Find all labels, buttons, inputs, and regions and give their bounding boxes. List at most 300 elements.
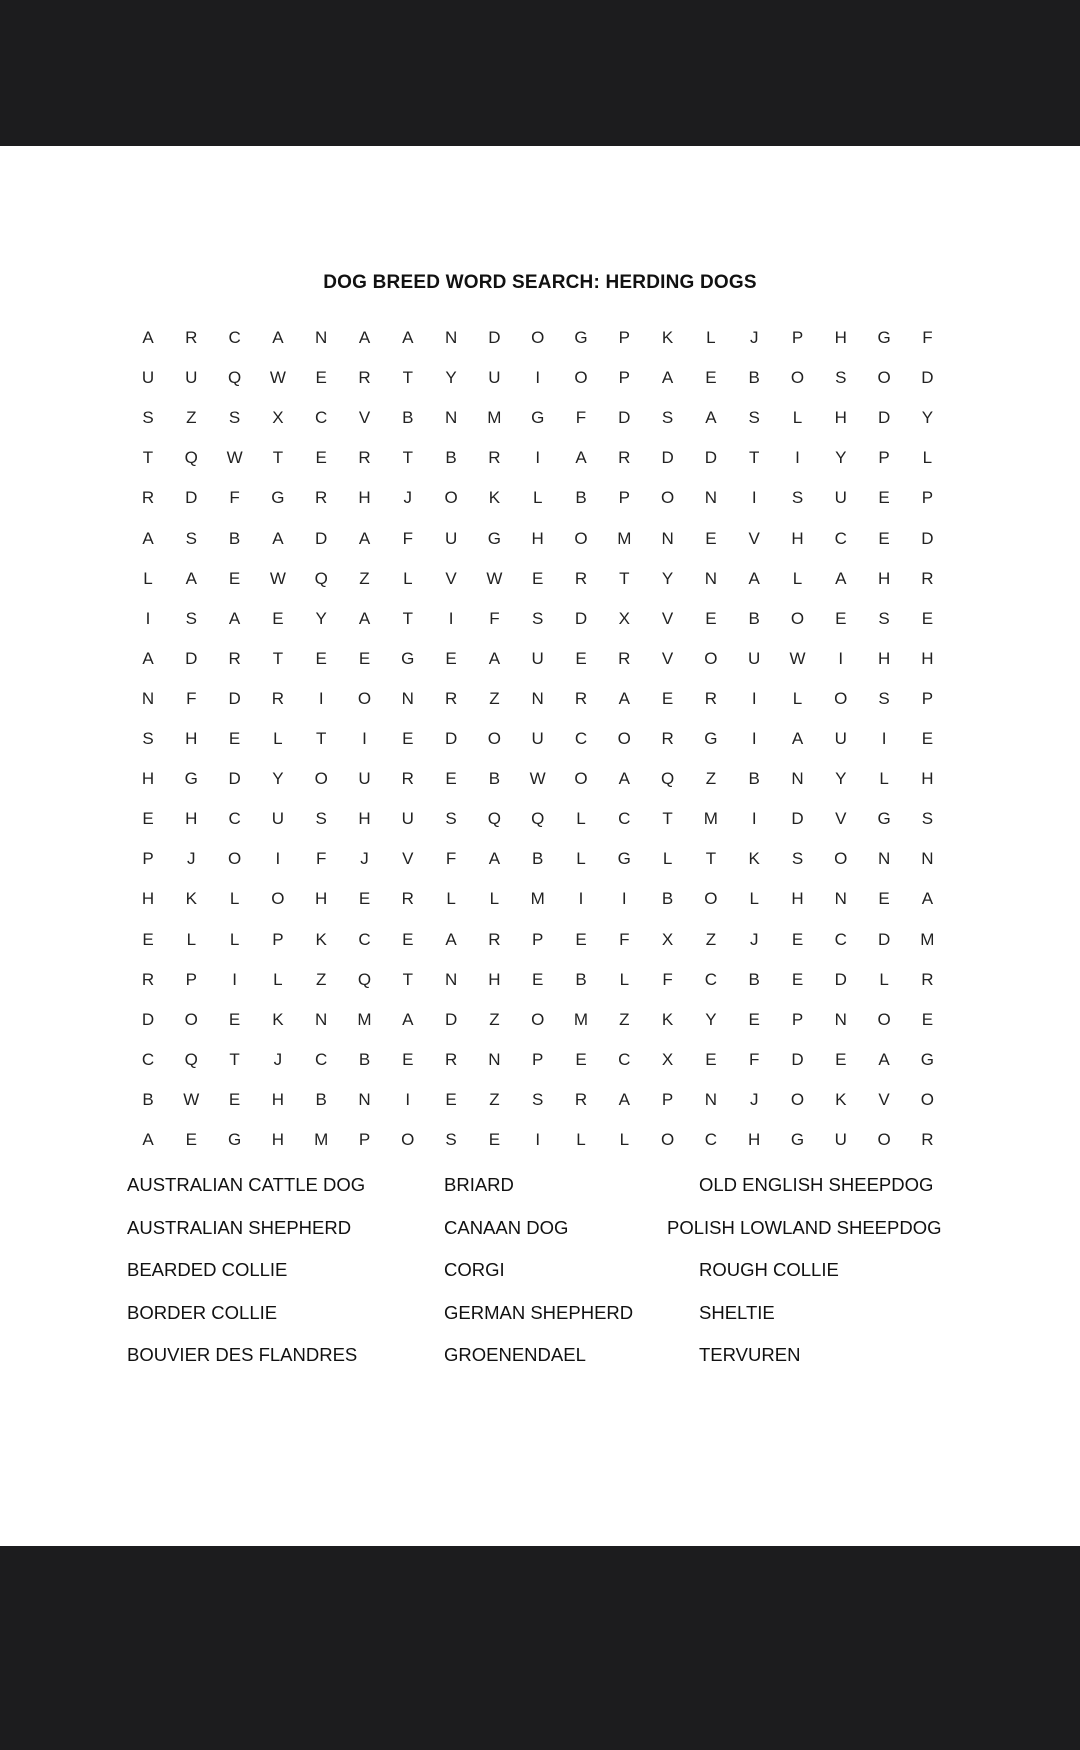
grid-letter: P (791, 1009, 804, 1029)
grid-letter: L (706, 328, 716, 347)
grid-letter: Y (272, 769, 284, 789)
grid-letter: S (835, 368, 847, 388)
grid-letter: H (748, 1130, 761, 1149)
grid-letter: O (834, 688, 848, 708)
grid-letter: S (185, 608, 197, 628)
grid-letter: L (662, 849, 673, 869)
grid-letter: J (360, 849, 369, 869)
grid-letter: D (661, 448, 674, 468)
grid-letter: S (791, 488, 804, 508)
grid-letter: D (228, 769, 241, 789)
grid-letter: Y (835, 769, 847, 789)
grid-letter: A (791, 729, 804, 748)
grid-letter: P (532, 1049, 544, 1069)
grid-letter: C (228, 809, 241, 829)
grid-letter: L (619, 969, 630, 989)
grid-letter: F (662, 969, 673, 989)
grid-letter: D (141, 1009, 155, 1029)
grid-letter: O (401, 1130, 415, 1149)
grid-letter: D (921, 368, 934, 388)
grid-letter: G (920, 1049, 934, 1069)
grid-letter: A (142, 1130, 154, 1149)
grid-letter: U (748, 648, 761, 668)
grid-letter: L (792, 568, 803, 588)
grid-letter: M (314, 1130, 329, 1149)
grid-letter: U (488, 368, 501, 388)
grid-letter: U (444, 528, 458, 548)
grid-letter: C (834, 528, 847, 548)
grid-letter: Z (315, 969, 327, 989)
grid-letter: H (358, 809, 371, 829)
grid-letter: V (402, 849, 414, 869)
grid-letter: B (575, 488, 587, 508)
grid-letter: B (402, 408, 414, 428)
grid-letter: I (405, 1089, 411, 1109)
grid-letter: I (232, 969, 237, 989)
grid-letter: N (834, 889, 847, 909)
grid-letter: H (358, 488, 371, 508)
grid-letter: R (574, 568, 588, 588)
grid-letter: W (183, 1089, 200, 1109)
grid-letter: F (186, 688, 197, 708)
grid-letter: V (748, 528, 760, 548)
grid-letter: I (535, 1130, 541, 1149)
grid-letter: I (362, 729, 367, 748)
grid-letter: H (315, 889, 328, 909)
grid-letter: Q (314, 568, 328, 588)
grid-letter: M (617, 528, 632, 548)
grid-letter: R (661, 729, 674, 748)
grid-letter: F (402, 528, 413, 548)
grid-letter: O (790, 608, 805, 628)
grid-letter: D (921, 528, 934, 548)
grid-letter: O (487, 729, 501, 748)
grid-letter: W (529, 769, 546, 789)
word-list-item: ROUGH COLLIE (699, 1259, 839, 1280)
grid-letter: D (444, 1009, 458, 1029)
grid-letter: D (791, 1049, 804, 1069)
grid-letter: H (791, 528, 804, 548)
grid-letter: N (444, 328, 458, 347)
grid-letter: E (575, 1049, 587, 1069)
grid-letter: C (315, 408, 328, 428)
grid-letter: G (227, 1130, 242, 1149)
grid-letter: E (705, 368, 717, 388)
grid-letter: S (532, 608, 544, 628)
grid-letter: Z (489, 1009, 500, 1029)
grid-letter: O (920, 1089, 934, 1109)
grid-letter: T (402, 368, 413, 388)
grid-letter: G (617, 849, 631, 869)
grid-letter: A (358, 608, 371, 628)
word-list-item: TERVUREN (699, 1344, 801, 1365)
grid-letter: P (921, 488, 934, 508)
grid-letter: A (185, 568, 197, 588)
grid-letter: B (532, 849, 544, 869)
word-list-item: CANAAN DOG (444, 1216, 569, 1238)
grid-letter: W (226, 448, 243, 468)
grid-letter: E (878, 488, 890, 508)
grid-letter: A (618, 769, 630, 789)
grid-letter: R (921, 969, 934, 989)
grid-letter: O (877, 368, 891, 388)
grid-letter: A (748, 568, 760, 588)
grid-letter: Y (315, 608, 327, 628)
grid-letter: E (835, 1049, 847, 1069)
word-list-item: OLD ENGLISH SHEEPDOG (699, 1174, 934, 1195)
grid-letter: N (141, 688, 155, 708)
grid-letter: S (142, 408, 154, 428)
grid-letter: L (403, 568, 413, 588)
grid-letter: R (141, 969, 155, 989)
grid-letter: G (877, 328, 891, 347)
grid-letter: C (141, 1049, 155, 1069)
grid-letter: N (704, 568, 718, 588)
grid-letter: A (878, 1049, 890, 1069)
grid-letter: N (444, 408, 458, 428)
grid-letter: W (269, 368, 286, 388)
grid-letter: K (661, 1009, 674, 1029)
grid-letter: S (748, 408, 760, 428)
page-title: DOG BREED WORD SEARCH: HERDING DOGS (323, 272, 757, 293)
grid-letter: E (878, 889, 890, 909)
grid-letter: E (748, 1009, 760, 1029)
grid-letter: M (357, 1009, 372, 1029)
grid-letter: I (448, 608, 454, 628)
grid-letter: U (141, 368, 155, 388)
grid-letter: A (705, 408, 717, 428)
grid-letter: R (618, 448, 631, 468)
grid-letter: H (877, 648, 891, 668)
grid-letter: C (574, 729, 588, 748)
grid-letter: T (272, 648, 284, 668)
grid-letter: B (445, 448, 457, 468)
grid-letter: U (531, 729, 544, 748)
grid-letter: R (185, 328, 198, 347)
grid-letter: H (531, 528, 544, 548)
grid-letter: Q (357, 969, 372, 989)
grid-letter: I (751, 809, 757, 829)
grid-letter: V (661, 648, 674, 668)
grid-letter: H (488, 969, 501, 989)
grid-letter: A (142, 328, 154, 347)
grid-letter: V (835, 809, 847, 829)
grid-letter: R (488, 448, 501, 468)
grid-letter: P (358, 1130, 371, 1149)
grid-letter: L (186, 929, 197, 949)
grid-letter: P (791, 328, 804, 347)
grid-letter: B (142, 1089, 154, 1109)
grid-letter: O (531, 328, 545, 347)
grid-letter: O (574, 368, 588, 388)
grid-letter: S (661, 408, 674, 428)
grid-letter: Z (705, 929, 717, 949)
grid-letter: U (185, 368, 198, 388)
grid-letter: R (488, 929, 501, 949)
grid-letter: L (749, 889, 759, 909)
grid-letter: E (575, 648, 587, 668)
grid-letter: T (229, 1049, 240, 1069)
grid-letter: S (878, 608, 890, 628)
grid-letter: C (704, 969, 718, 989)
grid-letter: H (921, 769, 934, 789)
grid-letter: A (921, 889, 934, 909)
grid-letter: C (618, 1049, 631, 1069)
grid-letter: D (618, 408, 631, 428)
word-list-item: BORDER COLLIE (127, 1301, 278, 1323)
grid-letter: E (272, 608, 284, 628)
grid-letter: E (445, 1089, 457, 1109)
grid-letter: I (795, 448, 800, 468)
grid-letter: A (445, 929, 457, 949)
grid-letter: O (877, 1130, 891, 1149)
grid-letter: M (530, 889, 545, 909)
grid-letter: B (661, 889, 674, 909)
grid-letter: F (315, 849, 327, 869)
grid-letter: E (921, 608, 934, 628)
grid-letter: E (532, 568, 544, 588)
grid-letter: U (401, 809, 414, 829)
grid-letter: X (661, 1049, 674, 1069)
grid-letter: T (142, 448, 154, 468)
grid-letter: R (271, 688, 285, 708)
grid-letter: E (228, 1009, 241, 1029)
grid-letter: A (618, 688, 630, 708)
grid-letter: O (704, 648, 718, 668)
grid-letter: P (921, 688, 934, 708)
grid-letter: R (228, 648, 241, 668)
grid-letter: V (445, 568, 457, 588)
grid-letter: P (532, 929, 544, 949)
grid-letter: K (835, 1089, 847, 1109)
grid-letter: R (358, 448, 371, 468)
grid-letter: P (618, 368, 630, 388)
grid-letter: T (748, 448, 760, 468)
grid-letter: E (488, 1130, 501, 1149)
grid-letter: H (271, 1089, 285, 1109)
grid-letter: R (141, 488, 155, 508)
grid-letter: T (402, 969, 413, 989)
grid-letter: E (402, 729, 414, 748)
grid-letter: U (834, 729, 847, 748)
grid-letter: G (790, 1130, 805, 1149)
grid-letter: U (358, 769, 371, 789)
grid-letter: K (748, 849, 760, 869)
grid-letter: C (704, 1130, 718, 1149)
grid-letter: H (921, 648, 934, 668)
grid-letter: R (574, 688, 588, 708)
grid-letter: S (921, 809, 934, 829)
grid-letter: E (921, 1009, 934, 1029)
grid-letter: N (531, 688, 544, 708)
grid-letter: H (185, 729, 198, 748)
grid-letter: P (618, 488, 630, 508)
grid-letter: S (228, 408, 241, 428)
grid-letter: Z (186, 408, 197, 428)
grid-letter: N (791, 769, 804, 789)
word-list (0, 146, 1080, 1546)
grid-letter: H (834, 328, 847, 347)
grid-letter: S (878, 688, 890, 708)
grid-letter: L (229, 929, 240, 949)
grid-letter: N (834, 1009, 847, 1029)
grid-letter: E (791, 969, 804, 989)
grid-letter: D (315, 528, 328, 548)
grid-letter: G (531, 408, 545, 428)
grid-letter: L (792, 408, 803, 428)
grid-letter: N (704, 1089, 718, 1109)
grid-letter: L (879, 969, 889, 989)
word-list-item: SHELTIE (699, 1301, 775, 1323)
grid-letter: L (273, 729, 283, 748)
grid-letter: E (705, 608, 717, 628)
grid-letter: H (141, 769, 155, 789)
grid-letter: U (834, 1130, 847, 1149)
grid-letter: O (357, 688, 372, 708)
grid-letter: B (315, 1089, 327, 1109)
word-list-item: GROENENDAEL (444, 1344, 586, 1365)
grid-letter: E (445, 648, 457, 668)
grid-letter: Y (705, 1009, 717, 1029)
grid-letter: F (445, 849, 457, 869)
grid-letter: Q (184, 1049, 198, 1069)
grid-letter: I (578, 889, 584, 909)
grid-letter: Y (445, 368, 457, 388)
grid-letter: W (486, 568, 503, 588)
grid-letter: O (184, 1009, 198, 1029)
grid-letter: R (618, 648, 631, 668)
grid-letter: S (142, 729, 154, 748)
grid-letter: O (271, 889, 285, 909)
grid-letter: T (402, 448, 413, 468)
grid-letter: T (315, 729, 327, 748)
word-list-item: AUSTRALIAN CATTLE DOG (127, 1174, 366, 1195)
grid-letter: T (402, 608, 413, 628)
grid-letter: B (748, 969, 760, 989)
grid-letter: E (835, 608, 847, 628)
grid-letter: E (358, 648, 371, 668)
worksheet-page (0, 146, 1080, 1546)
grid-letter: S (315, 809, 327, 829)
grid-letter: N (315, 1009, 328, 1029)
grid-letter: E (575, 929, 587, 949)
grid-letter: L (576, 1130, 586, 1149)
grid-letter: A (142, 528, 154, 548)
word-list-item: BEARDED COLLIE (127, 1259, 288, 1280)
grid-letter: S (185, 528, 197, 548)
grid-letter: I (535, 448, 541, 468)
grid-letter: I (621, 889, 627, 909)
grid-letter: C (358, 929, 371, 949)
grid-letter: E (878, 528, 890, 548)
grid-letter: Q (184, 448, 198, 468)
grid-letter: R (401, 889, 414, 909)
grid-letter: C (834, 929, 847, 949)
grid-letter: L (922, 448, 933, 468)
grid-letter: A (402, 1009, 414, 1029)
grid-letter: D (488, 328, 501, 347)
grid-letter: B (575, 969, 587, 989)
grid-letter: V (878, 1089, 890, 1109)
grid-letter: R (704, 688, 718, 708)
grid-letter: X (618, 608, 630, 628)
grid-letter: N (488, 1049, 501, 1069)
grid-letter: G (401, 648, 415, 668)
grid-letter: N (401, 688, 414, 708)
grid-letter: D (704, 448, 718, 468)
grid-letter: O (574, 769, 588, 789)
grid-letter: N (877, 849, 891, 869)
grid-letter: A (272, 328, 284, 347)
grid-letter: D (791, 809, 804, 829)
grid-letter: F (575, 408, 587, 428)
grid-letter: H (877, 568, 891, 588)
grid-letter: E (142, 929, 154, 949)
grid-letter: F (619, 929, 630, 949)
grid-letter: L (532, 488, 543, 508)
grid-letter: O (660, 488, 675, 508)
grid-letter: J (403, 488, 413, 508)
grid-letter: H (834, 408, 847, 428)
grid-letter: B (358, 1049, 371, 1069)
grid-letter: J (187, 849, 196, 869)
grid-letter: Z (619, 1009, 630, 1029)
grid-letter: G (487, 528, 501, 548)
grid-letter: M (573, 1009, 589, 1029)
grid-letter: B (228, 528, 241, 548)
bottom-dark-bar (0, 1546, 1080, 1750)
grid-letter: K (488, 488, 501, 508)
grid-letter: N (444, 969, 458, 989)
grid-letter: L (619, 1130, 630, 1149)
grid-letter: D (185, 648, 198, 668)
grid-letter: T (662, 809, 673, 829)
grid-letter: C (618, 809, 631, 829)
grid-letter: C (228, 328, 241, 347)
grid-letter: E (228, 1089, 241, 1109)
grid-letter: N (315, 328, 328, 347)
grid-letter: I (751, 688, 757, 708)
word-list-item: CORGI (444, 1259, 505, 1280)
grid-letter: Z (489, 688, 500, 708)
grid-letter: J (749, 929, 759, 949)
grid-letter: I (881, 729, 887, 748)
grid-letter: S (445, 1130, 457, 1149)
grid-letter: G (704, 729, 718, 748)
grid-letter: J (749, 328, 759, 347)
grid-letter: R (921, 568, 934, 588)
grid-letter: J (749, 1089, 759, 1109)
grid-letter: A (402, 328, 414, 347)
grid-letter: T (272, 448, 284, 468)
grid-letter: E (532, 969, 544, 989)
grid-letter: D (877, 408, 891, 428)
grid-letter: A (142, 648, 154, 668)
grid-letter: P (618, 328, 630, 347)
word-list-item: BOUVIER DES FLANDRES (127, 1344, 358, 1365)
grid-letter: O (834, 849, 848, 869)
grid-letter: G (271, 488, 285, 508)
grid-letter: R (444, 1049, 458, 1069)
grid-letter: E (142, 809, 154, 829)
grid-letter: R (921, 1130, 934, 1149)
grid-letter: L (143, 568, 153, 588)
grid-letter: E (921, 729, 934, 748)
grid-letter: L (576, 809, 586, 829)
word-list-item: AUSTRALIAN SHEPHERD (127, 1216, 352, 1238)
grid-letter: Q (227, 368, 242, 388)
grid-letter: Y (921, 408, 934, 428)
